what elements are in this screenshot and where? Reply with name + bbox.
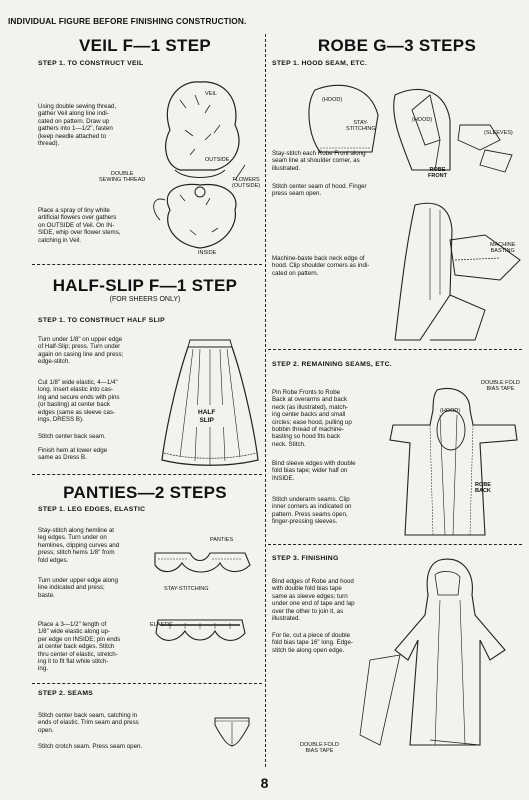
- page-header: INDIVIDUAL FIGURE BEFORE FINISHING CONSTRUCTION.: [8, 16, 247, 26]
- panties-title: PANTIES—2 STEPS: [63, 483, 227, 502]
- panties-text3: Place a 3—1/2" length of 1/8" wide elastic along up- per edge on INSIDE; pin ends at center back edges. Stitch thru center of elastic, stretch- ing it to fit flat while stitch- ing.: [38, 621, 121, 673]
- machine-basting-label: MACHINE BASTING: [490, 242, 516, 254]
- panties-step1: STEP 1. LEG EDGES, ELASTIC: [38, 506, 146, 513]
- halfslip-text1: Turn under 1/8" on upper edge of Half-Slip; press. Turn under again on casing line and press; edge-stitch.: [38, 336, 124, 366]
- robe-finish-illustration: [340, 555, 525, 755]
- hood-label-3: (HOOD): [440, 408, 461, 414]
- column-divider: [265, 34, 266, 767]
- robe-text8: For tie, cut a piece of double fold bias tape 16" long. Edge- stitch tie along open edge.: [272, 632, 353, 654]
- panties-seam-illustration: [212, 710, 252, 750]
- robe-step3: STEP 3. FINISHING: [272, 555, 339, 562]
- divider-robe-step2: [268, 544, 522, 545]
- outside-label: OUTSIDE: [205, 157, 230, 163]
- robe-title: ROBE G—3 STEPS: [317, 36, 477, 55]
- robe-text1: Stay-stitch each Robe Front along seam line at shoulder corner, as illustrated.: [272, 150, 366, 172]
- robe-text2: Stitch center seam of hood. Finger press seam open.: [272, 183, 367, 198]
- halfslip-text4: Finish hem at lower edge same as Dress B.: [38, 447, 108, 462]
- panties-text2: Turn under upper edge along line indicated and press; baste.: [38, 577, 118, 599]
- veil-text1: Using double sewing thread, gather Veil along line indi- cated on pattern. Draw up gathers into 1—1/2", fasten (keep needle attached to thread).: [38, 103, 117, 148]
- robe-text3: Machine-baste back neck edge of hood. Clip shoulder corners as indi- cated on pattern.: [272, 255, 370, 277]
- robe-text4: Pin Robe Fronts to Robe Back at overarms and back neck (as illustrated), match- ing center backs and small circles; ease hood, pulling up bobbin thread of machine- basting so hood fits back neck. Stitch.: [272, 389, 352, 448]
- panties-label: PANTIES: [210, 537, 234, 543]
- robe-text5: Bind sleeve edges with double fold bias tape; wider half on INSIDE.: [272, 460, 356, 482]
- robe-text7: Bind edges of Robe and hood with double fold bias tape same as sleeve edges; turn under one end of tape and lap over the other to join it, as illustrated.: [272, 578, 355, 623]
- robe-front-label: ROBE FRONT: [428, 167, 447, 179]
- stay-stitching-label: STAY-STITCHING: [164, 586, 209, 592]
- halfslip-text2: Cut 1/8" wide elastic, 4—1/4" long. Insert elastic into cas- ing and secure ends with pins (or basting) at center back edges (same as sleeve cas- ings, DRESS B).: [38, 379, 120, 424]
- sleeves-label: (SLEEVES): [484, 130, 513, 136]
- veil-title: VEIL F—1 STEP: [78, 36, 212, 55]
- robe-step2: STEP 2. REMAINING SEAMS, ETC.: [272, 361, 392, 368]
- veil-illustration: [140, 70, 265, 260]
- panties-text5: Stitch crotch seam. Press seam open.: [38, 743, 143, 750]
- divider-halfslip: [32, 474, 262, 475]
- divider-panties-step: [32, 683, 262, 684]
- elastic-label: ELASTIC: [150, 622, 173, 628]
- halfslip-step1: STEP 1. TO CONSTRUCT HALF SLIP: [38, 317, 165, 324]
- inside-label: INSIDE: [198, 250, 217, 256]
- panties-text1: Stay-stitch along hemline at leg edges. Turn under on hemlines, clipping curves and press; stitch hems 1/8" from fold edges.: [38, 527, 120, 564]
- halfslip-illustration: [160, 335, 260, 470]
- halfslip-subtitle: (FOR SHEERS ONLY): [109, 296, 181, 303]
- hood-label-2: (HOOD): [412, 117, 433, 123]
- flowers-label: FLOWERS (OUTSIDE): [232, 177, 261, 189]
- bias-tape-label-1: DOUBLE FOLD BIAS TAPE: [481, 380, 520, 392]
- halfslip-text3: Stitch center back seam.: [38, 433, 106, 440]
- bias-tape-label-2: DOUBLE FOLD BIAS TAPE: [300, 742, 339, 754]
- hood-label-1: (HOOD): [322, 97, 343, 103]
- robe-basting-illustration: [390, 200, 525, 345]
- panties-step2: STEP 2. SEAMS: [38, 690, 94, 697]
- double-thread-label: DOUBLE SEWING THREAD: [99, 171, 146, 183]
- page-number: 8: [260, 775, 269, 791]
- panties-text4: Stitch center back seam, catching in ends of elastic. Trim seam and press open.: [38, 712, 139, 734]
- divider-veil: [32, 264, 262, 265]
- halfslip-title: HALF-SLIP F—1 STEP: [52, 276, 238, 295]
- divider-robe-step1: [268, 349, 522, 350]
- halfslip-label: HALF SLIP: [198, 409, 216, 424]
- robe-back-label: ROBE BACK: [475, 482, 491, 494]
- robe-stay-label: STAY- STITCHING: [346, 120, 376, 132]
- veil-step1: STEP 1. TO CONSTRUCT VEIL: [38, 60, 144, 67]
- panties-illustration: [150, 535, 260, 675]
- veil-label: VEIL: [205, 91, 217, 97]
- robe-text6: Stitch underarm seams. Clip inner corners as indicated on pattern. Press seams open, finger-pressing sleeves.: [272, 496, 352, 526]
- robe-step1: STEP 1. HOOD SEAM, ETC.: [272, 60, 368, 67]
- veil-text2: Place a spray of tiny white artificial flowers over gathers on OUTSIDE of Veil. On IN- SIDE, whip over flower stems, catching in Veil.: [38, 207, 121, 244]
